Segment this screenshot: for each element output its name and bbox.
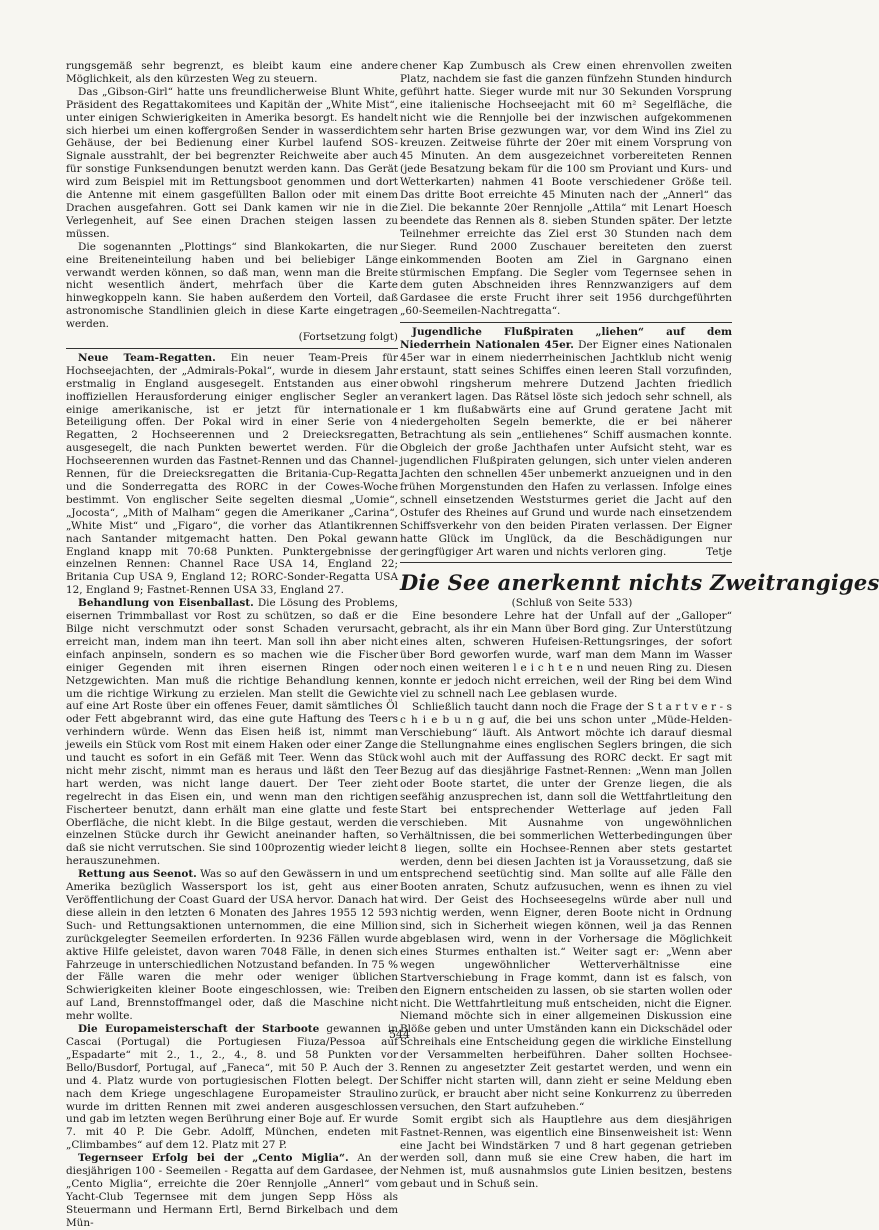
news-item (66, 352, 398, 597)
item-title: Neue Team-Regatten. (78, 351, 216, 364)
divider (400, 322, 732, 323)
left-column (66, 60, 398, 1230)
item-text: Die Lösung des Problems, eisernen Trimmballast vor Rost zu schützen, so daß er die Bilge nicht verschmutzt oder sonst Schaden verursacht, erreicht man, indem man ihn teert. Man soll ihn aber nicht einfach anpinseln, sondern es so machen wie die Fischer einiger Gegenden mit ihren eisernen Ringen oder Netzgewichten. Man muß die richtige Behandlung kennen, um die richtige Wirkung zu erzielen. Man stellt die Gewichte auf eine Art Roste über ein offenes Feuer, damit sämtliches Öl oder Fett abgebrannt wird, das eine gute Haftung des Teers verhindern würde. Wenn das Eisen heiß ist, nimmt man jeweils ein Stück vom Rost mit einem Haken oder einer Zange und taucht es sofort in ein Gefäß mit Teer. Wenn das Stück nicht mehr zischt, nimmt man es heraus und läßt den Teer hart werden, was nicht lange dauert. Der Teer zieht regelrecht in das Eisen ein, und wenn man den richtigen Fischerteer benutzt, dann erhält man eine glatte und feste Oberfläche, die nicht klebt. In die Bilge gestaut, werden die einzelnen Stücke durch ihr Gewicht aneinander haften, so daß sie nicht verrutschen. Sie sind 100prozentig wieder leicht herauszunehmen. (66, 597, 398, 868)
author-signature: Tetje (706, 545, 732, 558)
item-text: An der diesjährigen 100 - Seemeilen - Regatta auf dem Gardasee, der „Cento Miglia“, erreichte die 20er Rennjolle „Annerl“ vom Yacht-Club Tegernsee mit dem jungen Sepp Höss als Steuermann und Hermann Ertl, Bernd Birkelbach und dem Mün- (66, 1152, 398, 1229)
news-item (66, 1152, 398, 1229)
page-number: 544 (389, 1028, 410, 1041)
news-item (66, 1023, 398, 1152)
paragraph: Das „Gibson-Girl“ hatte uns freundlicherweise Blunt White, Präsident des Regattakomitees und Kapitän der „White Mist“, unter einigen Schwierigkeiten in Amerika besorgt. Es handelt sich hierbei um einen koffergroßen Sender in wasserdichtem Gehäuse, der bei Bedienung einer Kurbel laufend SOS-Signale ausstrahlt, der bei begrenzter Reichweite aber auch für sonstige Funksendungen benutzt werden kann. Das Gerät wird zum Beispiel mit im Rettungsboot genommen und dort die Antenne mit einem gasgefüllten Ballon oder mit einem Drachen ausgefahren. Gott sei Dank kamen wir nie in die Verlegenheit, auf See einen Drachen steigen lassen zu müssen. (66, 85, 398, 240)
article-subline: (Schluß von Seite 533) (511, 597, 633, 610)
news-item (66, 597, 398, 868)
item-title: Behandlung von Eisenballast. (78, 597, 254, 610)
item-text: Was so auf den Gewässern in und um Amerika bezüglich Wassersport los ist, geht aus einer Veröffentlichung der Coast Guard der USA hervor. Danach hat diese allein in den letzten 6 Monaten des Jahres 1955 12 593 Such- und Rettungsaktionen unternommen, die eine Million zurückgelegter Seemeilen erforderten. In 9236 Fällen wurde aktive Hilfe geleistet, davon waren 7048 Fälle, in denen sich Fahrzeuge in unterschiedlichen Notzustand befanden. In 75 % der Fälle waren die mehr oder weniger üblichen Schwierigkeiten kleiner Boote eingeschlossen, wie: Treiben auf Land, Brennstoffmangel oder, daß die Maschine nicht mehr wollte. (66, 868, 398, 1023)
divider (400, 562, 732, 563)
news-item (66, 868, 398, 1023)
paragraph: Die sogenannten „Plottings“ sind Blankokarten, die nur eine Breiteneinteilung haben und bei beliebiger Länge verwandt werden können, so daß man, wenn man die Breite nicht wesentlich ändert, mehrfach über die Karte hinwegkoppeln kann. Sie haben außerdem den Vorteil, daß astronomische Standlinien gleich in diese Karte eingetragen werden. (66, 240, 398, 331)
item-title: Rettung aus Seenot. (78, 868, 197, 881)
item-title: Jugendliche Flußpiraten „liehen“ auf dem Niederrhein Nationalen 45er. (400, 326, 732, 352)
item-text: gewannen in Cascai (Portugal) die Portugiesen Fiuza/Pessoa auf „Espadarte“ mit 2., 1., 2., 4., 8. und 58 Punkten vor Bello/Busdorf, Portugal, auf „Faneca“, mit 50 P. Auch der 3. und 4. Platz wurde von portugiesischen Flotten belegt. Der nach dem Kriege ungeschlagene Europameister Straulino wurde im dritten Rennen mit zwei anderen ausgeschlossen und gab im letzten wegen Berührung einer Boje auf. Er wurde 7. mit 40 P. Die Gebr. Adolff, München, endeten mit „Climbambes“ auf dem 12. Platz mit 27 P. (66, 1023, 398, 1152)
paragraph: chener Kap Zumbusch als Crew einen ehrenvollen zweiten Platz, nachdem sie fast die ganzen fünfzehn Stunden hindurch geführt hatte. Sieger wurde mit nur 30 Sekunden Vorsprung eine italienische Hochseejacht mit 60 m² Segelfläche, die nicht wie die Rennjolle bei der inzwischen aufgekommenen sehr harten Brise gezwungen war, vor dem Wind ins Ziel zu kreuzen. Zeitweise führte der 20er mit einem Vorsprung von 45 Minuten. An dem ausgezeichnet vorbereiteten Rennen (jede Besatzung bekam für die 100 sm Proviant und Kurs- und Wetterkarten) nahmen 41 Boote verschiedener Größe teil. Das dritte Boot erreichte 45 Minuten nach der „Annerl“ das Ziel. Die bekannte 20er Rennjolle „Attila“ mit Lenart Hoesch beendete das Rennen als 8. sieben Stunden später. Der letzte Teilnehmer erreichte das Ziel erst 30 Stunden nach dem Sieger. Rund 2000 Zuschauer bereiteten den zuerst einkommenden Booten am Ziel in Gargnano einen stürmischen Empfang. Die Segler vom Tegernsee sehen in dem guten Abschneiden ihres Rennzwanzigers auf dem Gardasee die erste Frucht ihrer seit 1956 durchgeführten „60-Seemeilen-Nachtregatta“. (400, 60, 732, 318)
divider (66, 348, 398, 349)
item-text: Ein neuer Team-Preis für Hochseejachten, der „Admirals-Pokal“, wurde in diesem Jahr erstmalig in England ausgesegelt. Entstanden aus einer inoffiziellen Herausforderung einiger englischer Segler an einige amerikanische, ist er jetzt für internationale Beteiligung offen. Der Pokal wird in einer Serie von 4 Regatten, 2 Hochseerennen und 2 Dreiecksregatten, ausgesegelt, die nach Punkten bewertet werden. Für die Hochseerennen wurden das Fastnet-Rennen und das Channel-Rennen, für die Dreiecksregatten die Britania-Cup-Regatta und die Sonderregatta des RORC in der Cowes-Woche bestimmt. Von englischer Seite segelten diesmal „Uomie“, „Jocosta“, „Mith of Malham“ gegen die Amerikaner „Carina“, „White Mist“ und „Figaro“, die vorher das Atlantikrennen nach Santander mitgemacht hatten. Den Pokal gewann England knapp mit 70:68 Punkten. Punktergebnisse der einzelnen Rennen: Channel Race USA 14, England 22; Britania Cup USA 9, England 12; RORC-Sonder-Regatta USA 12, England 9; Fastnet-Rennen USA 33, England 27. (66, 351, 398, 597)
paragraph: Somit ergibt sich als Hauptlehre aus dem diesjährigen Fastnet-Rennen, was eigentlich eine Binsenweisheit ist: Wenn eine Jacht bei Windstärken 7 und 8 hart gegenan getrieben werden soll, dann muß sie eine Crew haben, die hart im Nehmen ist, muß ausnahmslos gute Linien besitzen, bestens gebaut und in Schuß sein. (400, 1113, 732, 1191)
item-text: Der Eigner eines Nationalen 45er war in einem niederrheinischen Jachtklub nicht wenig erstaunt, statt seines Schiffes einen leeren Stall vorzufinden, obwohl ringsherum mehrere Dutzend Jachten friedlich verankert lagen. Das Rätsel löste sich jedoch sehr schnell, als er 1 km flußabwärts eine auf Grund geratene Jacht mit niedergeholten Segeln bemerkte, die er bei näherer Betrachtung als sein „entliehenes“ Schiff ausmachen konnte. Obgleich der große Jachthafen unter Aufsicht steht, war es jugendlichen Flußpiraten gelungen, sich unter vielen anderen Jachten den schnellen 45er unbemerkt anzueignen und in den frühen Morgenstunden den Hafen zu verlassen. Infolge eines schnell einsetzenden Weststurmes geriet die Jacht auf den Ostufer des Rheines auf Grund und wurde nach einsetzendem Schiffsverkehr von den beiden Piraten verlassen. Der Eigner hatte Glück im Unglück, da die Beschädigungen nur geringfügiger Art waren und nichts verloren ging. (400, 339, 732, 558)
paragraph: Eine besondere Lehre hat der Unfall auf der „Galloper“ gebracht, als ihr ein Mann über Bord ging. Zur Unterstützung eines alten, schweren Hufeisen-Rettungsringes, der sofort über Bord geworfen wurde, warf man dem Mann im Wasser noch einen weiteren l e i c h t e n und neuen Ring zu. Diesen konnte er jedoch nicht erreichen, weil der Ring bei dem Wind viel zu schnell nach Lee geblasen wurde. (400, 610, 732, 700)
right-column (400, 60, 879, 1191)
article-headline: Die See anerkennt nichts Zweitrangiges (400, 570, 879, 596)
paragraph: rungsgemäß sehr begrenzt, es bleibt kaum eine andere Möglichkeit, als den kürzesten Weg zu steuern. (66, 60, 398, 85)
continued-note: (Fortsetzung folgt) (298, 331, 398, 344)
news-item (400, 326, 732, 558)
item-title: Tegernseer Erfolg bei der „Cento Miglia“. (78, 1152, 349, 1165)
item-title: Die Europameisterschaft der Starboote (78, 1023, 320, 1036)
paragraph: Schließlich taucht dann noch die Frage der S t a r t v e r - s c h i e b u n g auf, die bei uns schon unter „Müde-Helden-Verschiebung“ läuft. Als Antwort möchte ich darauf diesmal die Stellungnahme eines englischen Seglers bringen, die sich wohl auch mit der Auffassung des RORC deckt. Er sagt mit Bezug auf das diesjährige Fastnet-Rennen: „Wenn man Jollen oder Boote startet, die unter der Grenze liegen, die als seefähig anzusprechen ist, dann soll die Wettfahrtleitung den Start bei entsprechender Wetterlage auf jeden Fall verschieben. Mit Ausnahme von ungewöhnlichen Verhältnissen, die bei sommerlichen Wetterbedingungen über 8 liegen, sollte ein Hochsee-Rennen aber stets gestartet werden, denn bei diesen Jachten ist ja Voraussetzung, daß sie entsprechend seetüchtig sind. Man sollte auf alle Fälle den Booten anraten, Schutz aufzusuchen, wenn es ihnen zu viel wird. Der Geist des Hochseesegelns würde aber null und nichtig werden, wenn Eigner, deren Boote nicht in Ordnung sind, sich in Sicherheit wiegen können, weil ja das Rennen abgeblasen wird, wenn in der Vorhersage die Möglichkeit eines Sturmes enthalten ist.“ Weiter sagt er: „Wenn aber wegen ungewöhnlicher Wetterverhältnisse eine Startverschiebung in Frage kommt, dann ist es falsch, von den Eignern entscheiden zu lassen, ob sie starten wollen oder nicht. Die Wettfahrtleitung muß entscheiden, nicht die Eigner. Niemand möchte sich in einer allgemeinen Diskussion eine Blöße geben und unter Umständen kann ein Dickschädel oder Schreihals eine Entscheidung gegen die wirkliche Einstellung der Versammelten herbeiführen. Daher sollten Hochsee-Rennen zu angesetzter Zeit gestartet werden, und wenn ein Schiffer nicht starten will, dann zieht er seine Meldung eben zurück, er braucht aber nicht seine Konkurrenz zu überreden versuchen, den Start aufzuheben.“ (400, 700, 732, 1113)
